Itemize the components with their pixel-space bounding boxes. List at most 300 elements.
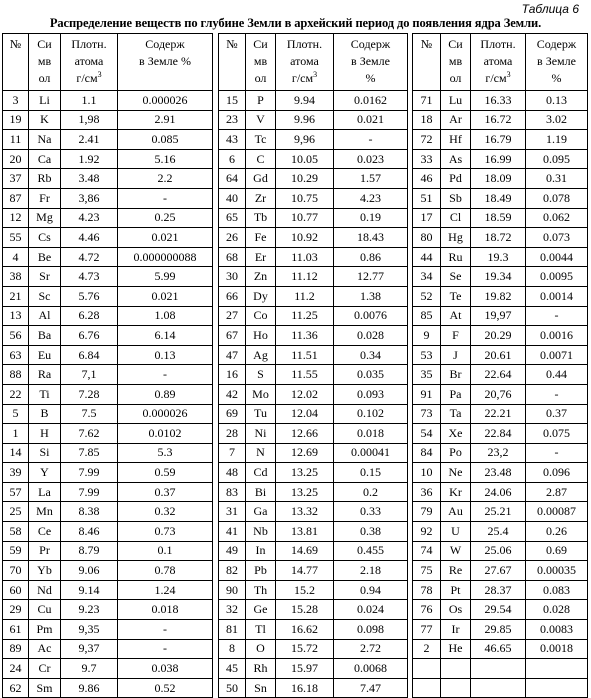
cell-symbol: Ni (246, 424, 276, 444)
cell-number: 12 (3, 208, 29, 228)
table-row (219, 169, 408, 189)
table-row (413, 384, 588, 404)
cell-number: 25 (3, 502, 29, 522)
data-table-2 (218, 33, 408, 698)
cell-density: 9.96 (276, 110, 334, 130)
cell-density: 7.99 (61, 463, 118, 483)
cell-symbol: Cu (29, 600, 61, 620)
cell-symbol: V (246, 110, 276, 130)
cell-density: 11.36 (276, 326, 334, 346)
cell-number: 85 (413, 306, 441, 326)
cell-number: 26 (219, 228, 246, 248)
cell-symbol: Li (29, 91, 61, 111)
cell-number: 10 (413, 463, 441, 483)
cell-number: 3 (3, 91, 29, 111)
cell-content: 5.3 (118, 443, 213, 463)
cell-number: 35 (413, 365, 441, 385)
cell-number: 19 (3, 110, 29, 130)
header-content: Содерж в Земле % (334, 34, 408, 91)
cell-density: 11.03 (276, 247, 334, 267)
cell-density: 13.81 (276, 522, 334, 542)
cell-content: 0.024 (334, 600, 408, 620)
table-header-row (3, 34, 213, 91)
cell-symbol: Fr (29, 188, 61, 208)
table-row (3, 208, 213, 228)
cell-number: 47 (219, 345, 246, 365)
cell-content: 0.0068 (334, 659, 408, 679)
cell-density: 19,97 (471, 306, 526, 326)
table-header-row (413, 34, 588, 91)
table-row (3, 247, 213, 267)
cell-symbol: Ra (29, 365, 61, 385)
cell-content: 2.18 (334, 561, 408, 581)
cell-content: 0.0071 (526, 345, 588, 365)
cell-density: 18.72 (471, 228, 526, 248)
cell-number: 4 (3, 247, 29, 267)
cell-symbol: Mo (246, 384, 276, 404)
cell-density: 13.25 (276, 463, 334, 483)
cell-density: 6.28 (61, 306, 118, 326)
cell-content: - (526, 443, 588, 463)
cell-symbol: J (441, 345, 471, 365)
cell-number (413, 659, 441, 679)
cell-number: 92 (413, 522, 441, 542)
cell-number: 49 (219, 541, 246, 561)
header-content: Содерж в Земле % (118, 34, 213, 91)
cell-density: 15.28 (276, 600, 334, 620)
cell-symbol: Tl (246, 620, 276, 640)
cell-density: 10.29 (276, 169, 334, 189)
table-row (413, 463, 588, 483)
table-row (219, 228, 408, 248)
cell-symbol: Ca (29, 149, 61, 169)
table-row (219, 522, 408, 542)
cell-content: 0.018 (334, 424, 408, 444)
header-density: Плотн. атома $г/см^3$ (61, 34, 118, 91)
cell-symbol: Ac (29, 639, 61, 659)
table-row (3, 541, 213, 561)
table-row (3, 267, 213, 287)
cell-density: 9,35 (61, 620, 118, 640)
table-row (219, 541, 408, 561)
cell-density: 4.23 (61, 208, 118, 228)
cell-content: 0.0162 (334, 91, 408, 111)
cell-content: 0.018 (118, 600, 213, 620)
cell-content: 0.69 (526, 541, 588, 561)
cell-number: 46 (413, 169, 441, 189)
cell-density: 15.2 (276, 580, 334, 600)
table-row (219, 365, 408, 385)
cell-content: 1.38 (334, 286, 408, 306)
header-num: № (3, 34, 29, 91)
cell-content: 0.0016 (526, 326, 588, 346)
cell-density: 14.69 (276, 541, 334, 561)
cell-density: 12.69 (276, 443, 334, 463)
cell-number: 39 (3, 463, 29, 483)
cell-content: 0.0083 (526, 620, 588, 640)
cell-density: 23.48 (471, 463, 526, 483)
cell-content: 0.0018 (526, 639, 588, 659)
table-row (413, 306, 588, 326)
cell-symbol: Lu (441, 91, 471, 111)
cell-number: 73 (413, 404, 441, 424)
cell-symbol: Rb (29, 169, 61, 189)
table-row (413, 580, 588, 600)
cell-number: 2 (413, 639, 441, 659)
cell-symbol: Sc (29, 286, 61, 306)
cell-symbol: N (246, 443, 276, 463)
cell-content: 18.43 (334, 228, 408, 248)
cell-density: 19.3 (471, 247, 526, 267)
cell-density: 9.7 (61, 659, 118, 679)
cell-density: 15.72 (276, 639, 334, 659)
cell-symbol: Mg (29, 208, 61, 228)
cell-content: 5.99 (118, 267, 213, 287)
cell-symbol: He (441, 639, 471, 659)
cell-symbol: Ag (246, 345, 276, 365)
cell-symbol: Ba (29, 326, 61, 346)
cell-number: 57 (3, 482, 29, 502)
cell-content: 0.31 (526, 169, 588, 189)
cell-density: 16.79 (471, 130, 526, 150)
table-row (413, 286, 588, 306)
cell-symbol: Pm (29, 620, 61, 640)
cell-symbol: Er (246, 247, 276, 267)
cell-symbol: Te (441, 286, 471, 306)
table-row (3, 384, 213, 404)
header-density: Плотн. атома $г/см^3$ (276, 34, 334, 91)
cell-symbol: Mn (29, 502, 61, 522)
cell-number: 55 (3, 228, 29, 248)
cell-density: 25.4 (471, 522, 526, 542)
table-row (219, 580, 408, 600)
table-row (3, 659, 213, 679)
cell-content: - (526, 384, 588, 404)
table-row (219, 482, 408, 502)
cell-content: 7.47 (334, 678, 408, 698)
cell-content: 0.098 (334, 620, 408, 640)
cell-symbol: Sr (29, 267, 61, 287)
cell-content: 0.44 (526, 365, 588, 385)
table-row (219, 345, 408, 365)
table-row (219, 678, 408, 698)
cell-symbol: Ir (441, 620, 471, 640)
cell-symbol (441, 659, 471, 679)
cell-density: 1.1 (61, 91, 118, 111)
cell-number: 58 (3, 522, 29, 542)
table-row (219, 424, 408, 444)
table-row (219, 247, 408, 267)
cell-content: 0.075 (526, 424, 588, 444)
table-row (3, 130, 213, 150)
table-row (413, 365, 588, 385)
cell-density: 2.41 (61, 130, 118, 150)
table-row (219, 620, 408, 640)
cell-symbol: Ce (29, 522, 61, 542)
cell-symbol: Yb (29, 561, 61, 581)
cell-density: 9,37 (61, 639, 118, 659)
cell-content: 12.77 (334, 267, 408, 287)
table-row (3, 424, 213, 444)
table-row (413, 502, 588, 522)
cell-number: 52 (413, 286, 441, 306)
cell-content: 1.19 (526, 130, 588, 150)
table-row (413, 169, 588, 189)
table-row (3, 522, 213, 542)
cell-content: 0.0014 (526, 286, 588, 306)
cell-content: 0.095 (526, 149, 588, 169)
cell-density: 9.14 (61, 580, 118, 600)
cell-symbol: As (441, 149, 471, 169)
cell-number: 5 (3, 404, 29, 424)
cell-density: 20.29 (471, 326, 526, 346)
cell-number: 84 (413, 443, 441, 463)
cell-symbol: Ta (441, 404, 471, 424)
cell-density: 12.66 (276, 424, 334, 444)
cell-number: 15 (219, 91, 246, 111)
cell-symbol: Al (29, 306, 61, 326)
cell-content: 0.38 (334, 522, 408, 542)
cell-content: 4.23 (334, 188, 408, 208)
cell-number: 79 (413, 502, 441, 522)
header-symbol: Си мв ол (246, 34, 276, 91)
cell-number: 64 (219, 169, 246, 189)
cell-density: 6.84 (61, 345, 118, 365)
cell-content: 0.26 (526, 522, 588, 542)
cell-density: 20.61 (471, 345, 526, 365)
table-row (219, 404, 408, 424)
cell-symbol: Cd (246, 463, 276, 483)
cell-content: 0.32 (118, 502, 213, 522)
cell-symbol: Pr (29, 541, 61, 561)
cell-density: 9,96 (276, 130, 334, 150)
cell-density: 8.38 (61, 502, 118, 522)
cell-content: 5.16 (118, 149, 213, 169)
cell-number: 70 (3, 561, 29, 581)
cell-density: 4.72 (61, 247, 118, 267)
table-row (219, 502, 408, 522)
cell-density: 28.37 (471, 580, 526, 600)
cell-density: 18.59 (471, 208, 526, 228)
header-num: № (413, 34, 441, 91)
cell-content: 0.13 (526, 91, 588, 111)
cell-number: 80 (413, 228, 441, 248)
header-content: Содерж в Земле % (526, 34, 588, 91)
table-row (219, 149, 408, 169)
cell-number: 72 (413, 130, 441, 150)
cell-density: 18.09 (471, 169, 526, 189)
cell-number: 56 (3, 326, 29, 346)
cell-density: 1.92 (61, 149, 118, 169)
cell-density: 7.85 (61, 443, 118, 463)
cell-content: 0.083 (526, 580, 588, 600)
cell-density: 46.65 (471, 639, 526, 659)
cell-symbol: Nd (29, 580, 61, 600)
cell-density: 10.77 (276, 208, 334, 228)
cell-content: 6.14 (118, 326, 213, 346)
cell-density: 16.33 (471, 91, 526, 111)
cell-content: 0.021 (118, 286, 213, 306)
cell-number: 87 (3, 188, 29, 208)
cell-content: 0.000000088 (118, 247, 213, 267)
cell-density: 9.23 (61, 600, 118, 620)
cell-number: 21 (3, 286, 29, 306)
cell-content: 0.073 (526, 228, 588, 248)
cell-symbol: Au (441, 502, 471, 522)
table-row (413, 404, 588, 424)
cell-symbol: Ne (441, 463, 471, 483)
cell-symbol: Br (441, 365, 471, 385)
cell-density: 10.05 (276, 149, 334, 169)
cell-number: 59 (3, 541, 29, 561)
cell-density: 16.72 (471, 110, 526, 130)
table-row (3, 306, 213, 326)
cell-content: 0.093 (334, 384, 408, 404)
cell-number: 6 (219, 149, 246, 169)
cell-number: 48 (219, 463, 246, 483)
cell-number: 53 (413, 345, 441, 365)
cell-number: 60 (3, 580, 29, 600)
table-header-row (219, 34, 408, 91)
cell-number: 27 (219, 306, 246, 326)
table-row (219, 384, 408, 404)
cell-symbol: Ga (246, 502, 276, 522)
cell-symbol: Po (441, 443, 471, 463)
cell-number (413, 678, 441, 698)
cell-symbol: W (441, 541, 471, 561)
cell-number: 44 (413, 247, 441, 267)
table-row (413, 620, 588, 640)
cell-symbol: F (441, 326, 471, 346)
cell-number: 8 (219, 639, 246, 659)
table-row (219, 326, 408, 346)
cell-content (526, 659, 588, 679)
cell-symbol: Hf (441, 130, 471, 150)
cell-symbol: Cl (441, 208, 471, 228)
cell-number: 74 (413, 541, 441, 561)
data-table-1 (2, 33, 213, 698)
cell-number: 41 (219, 522, 246, 542)
table-row (3, 463, 213, 483)
cell-number: 16 (219, 365, 246, 385)
cell-number: 66 (219, 286, 246, 306)
cell-number: 38 (3, 267, 29, 287)
cell-content: 0.078 (526, 188, 588, 208)
cell-content: 0.19 (334, 208, 408, 228)
cell-symbol: Bi (246, 482, 276, 502)
cell-density: 16.18 (276, 678, 334, 698)
cell-symbol (441, 678, 471, 698)
cell-density: 25.21 (471, 502, 526, 522)
cell-density: 14.77 (276, 561, 334, 581)
cell-content: 2.72 (334, 639, 408, 659)
table-row (219, 306, 408, 326)
cell-density: 29.85 (471, 620, 526, 640)
table-row (3, 639, 213, 659)
cell-number: 45 (219, 659, 246, 679)
cell-symbol: Tc (246, 130, 276, 150)
cell-content: 0.52 (118, 678, 213, 698)
cell-density: 15.97 (276, 659, 334, 679)
table-row (413, 345, 588, 365)
data-table-3 (412, 33, 588, 698)
cell-symbol: Th (246, 580, 276, 600)
cell-content: 0.15 (334, 463, 408, 483)
cell-density: 19.34 (471, 267, 526, 287)
cell-content: 0.028 (526, 600, 588, 620)
cell-content: 0.021 (334, 110, 408, 130)
cell-density: 4.73 (61, 267, 118, 287)
cell-content: 0.78 (118, 561, 213, 581)
cell-density: 22.84 (471, 424, 526, 444)
cell-density (471, 678, 526, 698)
cell-number: 77 (413, 620, 441, 640)
cell-number: 61 (3, 620, 29, 640)
table-row (219, 267, 408, 287)
table-row (413, 228, 588, 248)
table-row (3, 678, 213, 698)
cell-density: 10.92 (276, 228, 334, 248)
cell-symbol: Be (29, 247, 61, 267)
cell-number: 68 (219, 247, 246, 267)
cell-symbol: S (246, 365, 276, 385)
cell-symbol: U (441, 522, 471, 542)
cell-number: 37 (3, 169, 29, 189)
cell-number: 50 (219, 678, 246, 698)
cell-content: - (118, 639, 213, 659)
cell-symbol: C (246, 149, 276, 169)
cell-number: 54 (413, 424, 441, 444)
cell-number: 69 (219, 404, 246, 424)
cell-symbol: Kr (441, 482, 471, 502)
cell-density (471, 659, 526, 679)
cell-number: 88 (3, 365, 29, 385)
table-row (413, 443, 588, 463)
table-row (3, 286, 213, 306)
cell-symbol: K (29, 110, 61, 130)
cell-density: 11.51 (276, 345, 334, 365)
cell-number: 17 (413, 208, 441, 228)
header-symbol: Си мв ол (29, 34, 61, 91)
cell-content: 0.37 (118, 482, 213, 502)
cell-content: - (526, 306, 588, 326)
cell-number: 65 (219, 208, 246, 228)
cell-content: 0.096 (526, 463, 588, 483)
cell-content: 2.87 (526, 482, 588, 502)
table-row (3, 149, 213, 169)
table-row (219, 561, 408, 581)
cell-density: 18.49 (471, 188, 526, 208)
table-row (219, 286, 408, 306)
cell-content: 0.023 (334, 149, 408, 169)
cell-number: 62 (3, 678, 29, 698)
cell-symbol: Tb (246, 208, 276, 228)
cell-content: 0.000026 (118, 91, 213, 111)
cell-number: 13 (3, 306, 29, 326)
table-row (219, 188, 408, 208)
cell-density: 5.76 (61, 286, 118, 306)
cell-number: 31 (219, 502, 246, 522)
cell-symbol: Ar (441, 110, 471, 130)
cell-symbol: La (29, 482, 61, 502)
cell-density: 8.79 (61, 541, 118, 561)
cell-symbol: Ti (29, 384, 61, 404)
cell-density: 4.46 (61, 228, 118, 248)
cell-content: 0.000026 (118, 404, 213, 424)
cell-density: 25.06 (471, 541, 526, 561)
header-num: № (219, 34, 246, 91)
cell-density: 6.76 (61, 326, 118, 346)
